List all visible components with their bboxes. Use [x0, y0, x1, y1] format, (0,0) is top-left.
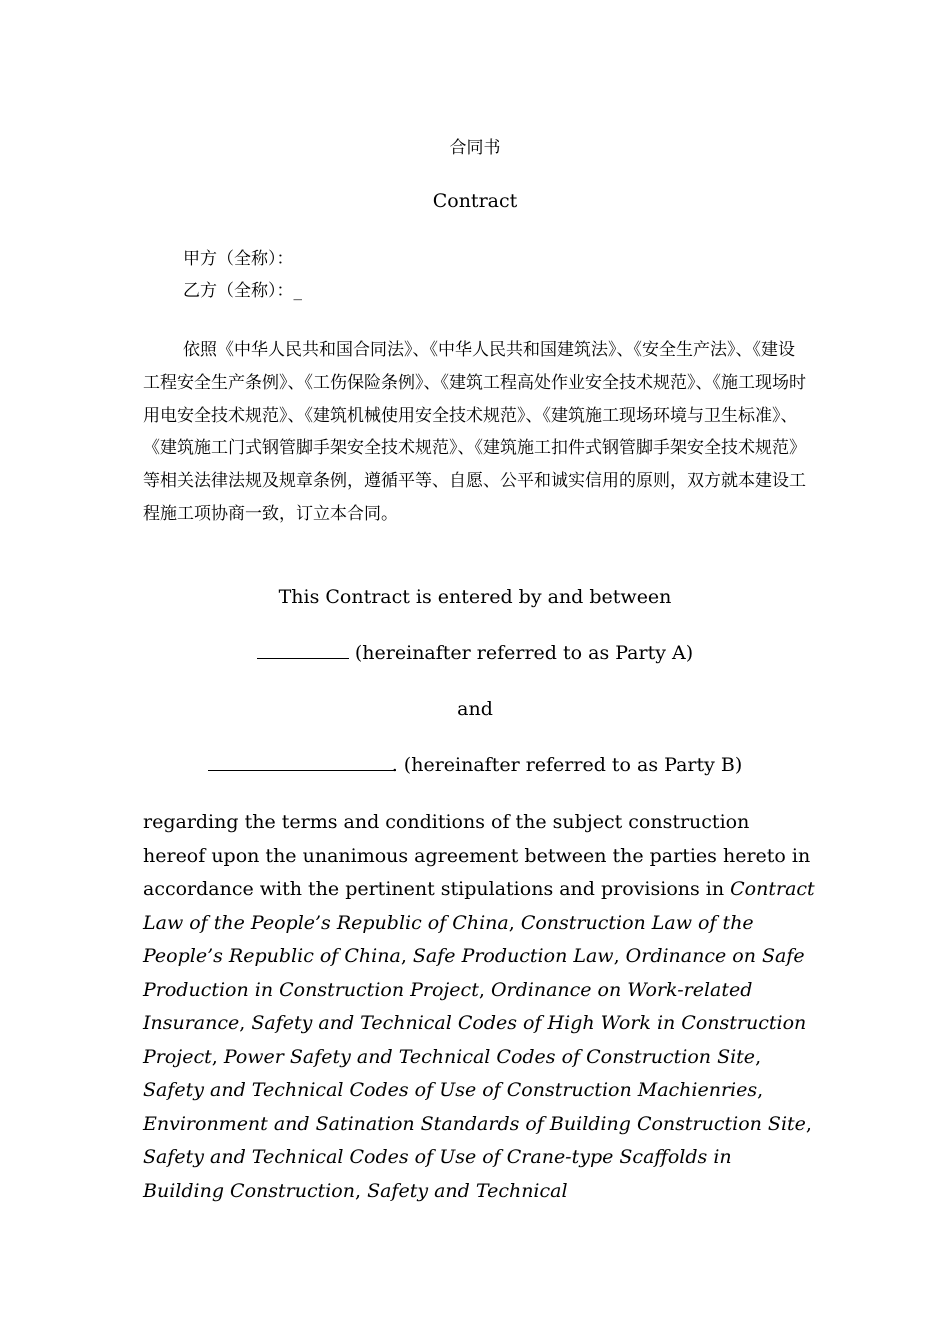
- law-separator: ,: [354, 1179, 368, 1202]
- law-separator: ,: [478, 978, 491, 1001]
- party-a-suffix: (hereinafter referred to as Party A): [348, 642, 694, 664]
- party-b-line: [0, 752, 950, 778]
- law-title: Ordinance on Safe Production in Construction Project: [143, 945, 805, 1001]
- law-separator: ,: [508, 911, 521, 934]
- law-separator: ,: [400, 945, 413, 967]
- law-title: Power Safety and Technical Codes of Construction Site: [223, 1045, 756, 1068]
- law-title: Safety and Technical Codes of High Work in Construction Project: [143, 1012, 807, 1068]
- preamble-body-lead: regarding the terms and conditions of the subject construction hereof upon the unanimous agreement between the parties hereto in accordance with the pertinent stipulations and provisions in: [143, 811, 811, 900]
- title-chinese: 合同书: [449, 138, 501, 158]
- preamble-english: [143, 806, 815, 1208]
- law-title: Environment and Satination Standards of Building Construction Site: [143, 1112, 806, 1135]
- law-title: Safety and Technical Codes of Use of Construction Machienries: [143, 1079, 758, 1101]
- law-separator: ,: [757, 1079, 764, 1101]
- and-line: and: [457, 698, 493, 720]
- preamble-intro: This Contract is entered by and between: [278, 586, 672, 608]
- law-separator: ,: [239, 1012, 252, 1034]
- law-separator: ,: [613, 945, 626, 967]
- party-b-suffix: (hereinafter referred to as Party B): [397, 754, 743, 776]
- party-a-line: [0, 640, 950, 666]
- law-separator: ,: [211, 1045, 224, 1068]
- law-title: Ordinance on Work-related Insurance: [143, 978, 753, 1034]
- party-b-dot: .: [391, 754, 398, 776]
- party-b-label: 乙方（全称）：_: [183, 281, 302, 301]
- preamble-chinese: 依照《中华人民共和国合同法》、《中华人民共和国建筑法》、《安全生产法》、《建设工程安全生产条例》、《工伤保险条例》、《建筑工程高处作业安全技术规范》、《施工现场时用电安全技术规范》、《建筑机械使用安全技术规范》、《建筑施工现场环境与卫生标准》、《建筑施工门式钢管脚手架安全技术规范》、《建筑施工扣件式钢管脚手架安全技术规范》等相关法律法规及规章条例，遵循平等、自愿、公平和诚实信用的原则，双方就本建设工程施工项协商一致，订立本合同。: [143, 340, 806, 524]
- law-title: Safety and Technical: [367, 1179, 568, 1202]
- party-a-label: 甲方（全称）：: [183, 249, 294, 269]
- law-separator: ,: [755, 1045, 762, 1068]
- party-b-blank: [208, 753, 396, 771]
- law-title: Construction Law of the People’s Republic of China: [143, 911, 754, 967]
- party-a-blank: [257, 641, 349, 659]
- title-english: Contract: [432, 190, 518, 212]
- law-separator: ,: [805, 1112, 812, 1135]
- law-title: Contract Law of the People’s Republic of China: [143, 878, 815, 934]
- law-title: Safety and Technical Codes of Use of Crane-type Scaffolds in Building Construction: [143, 1146, 732, 1202]
- law-title: Safe Production Law: [412, 945, 614, 967]
